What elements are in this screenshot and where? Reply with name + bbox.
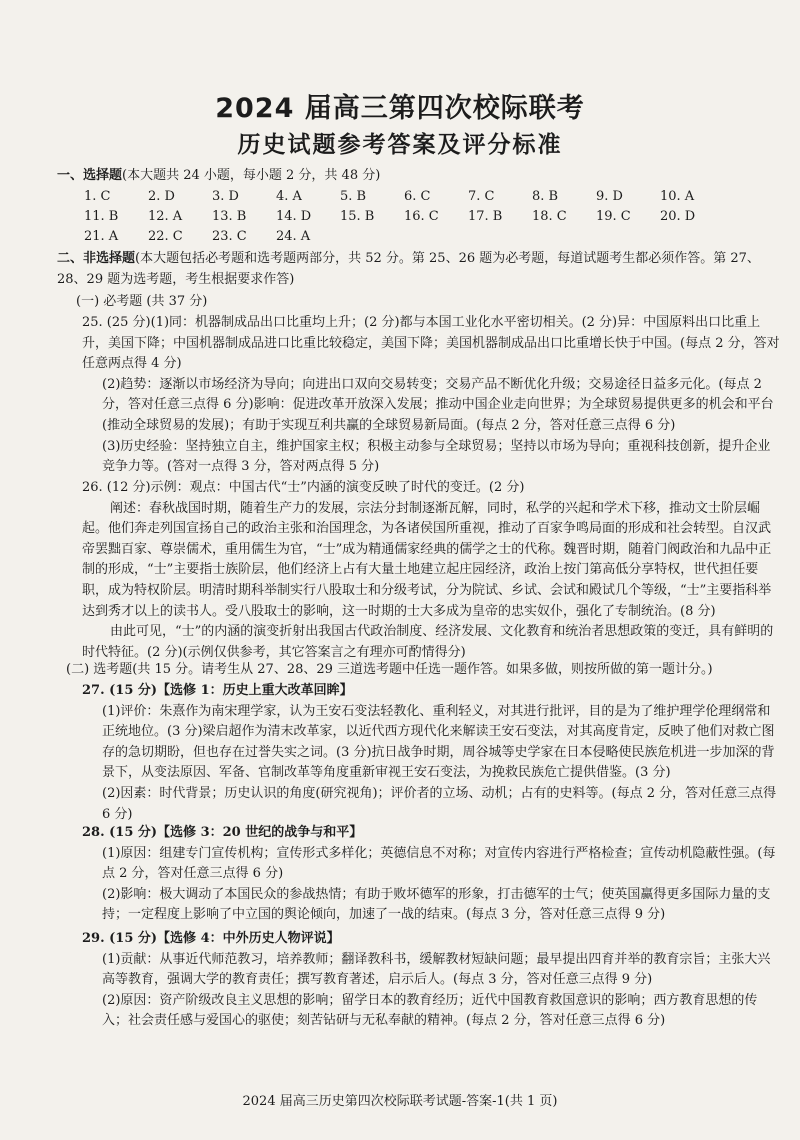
required-heading: (一) 必考题 (共 37 分) [76, 294, 208, 309]
q25-part1: 25. (25 分)(1)同：机器制成品出口比重均上升；(2 分)都与本国工业化水平密切相关。(2 分)异：中国原料出口比重上升，美国下降；中国机器制成品进口比重比较稳定，美国下降；美国机器制成品出口比重增长快于中国。(每点 2 分，答对任意两点得 4 分) [82, 315, 780, 372]
mc-answer: 24. A [276, 229, 311, 244]
question-25 [82, 313, 782, 478]
mc-answer: 15. B [340, 209, 375, 224]
mc-answer: 2. D [148, 189, 175, 204]
question-26 [82, 478, 782, 663]
mc-answer: 1. C [84, 189, 111, 204]
mc-row [84, 227, 724, 247]
q27-part1: (1)评价：朱熹作为南宋理学家，认为王安石变法轻教化、重利轻义，对其进行批评，目的是为了维护理学伦理纲常和正统地位。(3 分)梁启超作为清末改革家，以近代西方现代化来解读王安石变法，对其高度肯定，反映了他们对救亡图存的急切期盼，但也存在过誉失实之词。(3 分)抗日战争时期，周谷城等史学家在日本侵略使民族危机进一步加深的背景下，从变法原因、军备、官制改革等角度重新审视王安石变法，为挽救民族危亡提供借鉴。(3 分) [102, 703, 775, 781]
mc-answer: 11. B [84, 209, 119, 224]
q27-title: 27. (15 分)【选修 1：历史上重大改革回眸】 [82, 683, 353, 698]
optional-heading: (二) 选考题(共 15 分。请考生从 27、28、29 三道选考题中任选一题作答。如果多做，则按所做的第一题计分。) [66, 662, 713, 677]
mc-answer: 13. B [212, 209, 247, 224]
mc-section-heading: 一、选择题(本大题共 24 小题，每小题 2 分，共 48 分) [57, 168, 381, 183]
q25-part2: (2)趋势：逐渐以市场经济为导向；向进出口双向交易转变；交易产品不断优化升级；交易途径日益多元化。(每点 2 分，答对任意三点得 6 分)影响：促进改革开放深入发展；推动中国企业走向世界；为全球贸易提供更多的机会和平台(推动全球贸易的发展)；有助于实现互利共赢的全球贸易新局面。(每点 2 分，答对任意三点得 6 分) [102, 376, 774, 433]
mc-answer: 7. C [468, 189, 495, 204]
q26-viewpoint: 26. (12 分)示例：观点：中国古代“士”内涵的演变反映了时代的变迁。(2 分) [82, 480, 525, 495]
question-28 [82, 823, 782, 926]
mc-answer: 3. D [212, 189, 239, 204]
mc-answer-grid [84, 187, 724, 247]
q28-title: 28. (15 分)【选修 3：20 世纪的战争与和平】 [82, 825, 363, 840]
mc-answer: 18. C [532, 209, 567, 224]
q29-part1: (1)贡献：从事近代师范教习，培养教师；翻译教科书，缓解教材短缺问题；最早提出四育并举的教育宗旨；主张大兴高等教育，强调大学的教育责任；撰写教育著述，启示后人。(每点 3 分，答对任意三点得 9 分) [102, 951, 771, 988]
q26-conclusion: 由此可见，“士”的内涵的演变折射出我国古代政治制度、经济发展、文化教育和统治者思想政策的变迁，具有鲜明的时代特征。(2 分)(示例仅供参考，其它答案言之有理亦可酌情得分) [82, 624, 774, 660]
q26-elaboration: 阐述：春秋战国时期，随着生产力的发展，宗法分封制逐渐瓦解，同时，私学的兴起和学术下移，推动文士阶层崛起。他们奔走列国宣扬自己的政治主张和治国理念，为各诸侯国所重视，推动了百家争鸣局面的形成和社会转型。自汉武帝罢黜百家、尊崇儒术，重用儒生为官，“士”成为精通儒家经典的儒学之士的代称。魏晋时期，随着门阀政治和九品中正制的形成，“士”主要指士族阶层，他们经济上占有大量土地建立起庄园经济，政治上按门第高低分享特权，世代担任要职，成为特权阶层。明清时期科举制实行八股取士和分级考试，分为院试、乡试、会试和殿试几个等级，“士”主要指科举达到秀才以上的读书人。受八股取士的影响，这一时期的士大多成为皇帝的忠实奴仆，强化了专制统治。(8 分) [82, 500, 772, 619]
question-27 [82, 681, 782, 825]
mc-row [84, 187, 724, 207]
q29-title: 29. (15 分)【选修 4：中外历史人物评说】 [82, 931, 340, 946]
mc-answer: 17. B [468, 209, 503, 224]
mc-answer: 9. D [596, 189, 623, 204]
mc-answer: 22. C [148, 229, 183, 244]
page-footer: 2024 届高三历史第四次校际联考试题-答案-1(共 1 页) [242, 1094, 558, 1109]
question-29 [82, 929, 782, 1032]
q28-part1: (1)原因：组建专门宣传机构；宣传形式多样化；英德信息不对称；对宣传内容进行严格检查；宣传动机隐蔽性强。(每点 2 分，答对任意三点得 6 分) [102, 845, 776, 882]
mc-answer: 23. C [212, 229, 247, 244]
mc-answer: 10. A [660, 189, 695, 204]
mc-answer: 14. D [276, 209, 312, 224]
mc-answer: 16. C [404, 209, 439, 224]
q25-part3: (3)历史经验：坚持独立自主，维护国家主权；积极主动参与全球贸易；坚持以市场为导向；重视科技创新，提升企业竞争力等。(答对一点得 3 分，答对两点得 5 分) [102, 438, 771, 475]
mc-answer: 6. C [404, 189, 431, 204]
document-title: 2024 届高三第四次校际联考 [215, 93, 585, 124]
mc-answer: 5. B [340, 189, 367, 204]
q28-part2: (2)影响：极大调动了本国民众的参战热情；有助于败坏德军的形象，打击德军的士气；使英国赢得更多国际力量的支持；一定程度上影响了中立国的舆论倾向，加速了一战的结束。(每点 3 分，答对任意三点得 9 分) [102, 886, 771, 923]
mc-answer: 4. A [276, 189, 302, 204]
q29-part2: (2)原因：资产阶级改良主义思想的影响；留学日本的教育经历；近代中国教育救国意识的影响；西方教育思想的传入；社会责任感与爱国心的驱使；刻苦钻研与无私奉献的精神。(每点 2 分，答对任意三点得 6 分) [102, 992, 758, 1029]
mc-answer: 12. A [148, 209, 183, 224]
mc-answer: 21. A [84, 229, 119, 244]
mc-answer: 20. D [660, 209, 696, 224]
document-subtitle: 历史试题参考答案及评分标准 [237, 132, 563, 158]
mc-answer: 19. C [596, 209, 631, 224]
mc-answer: 8. B [532, 189, 559, 204]
mc-row [84, 207, 724, 227]
q27-part2: (2)因素：时代背景；历史认识的角度(研究视角)；评价者的立场、动机；占有的史料等。(每点 2 分，答对任意三点得 6 分) [102, 785, 777, 822]
nmc-section-heading: 二、非选择题(本大题包括必考题和选考题两部分，共 52 分。第 25、26 题为必考题，每道试题考生都必须作答。第 27、28、29 题为选考题，考生根据要求作答) [57, 251, 760, 287]
